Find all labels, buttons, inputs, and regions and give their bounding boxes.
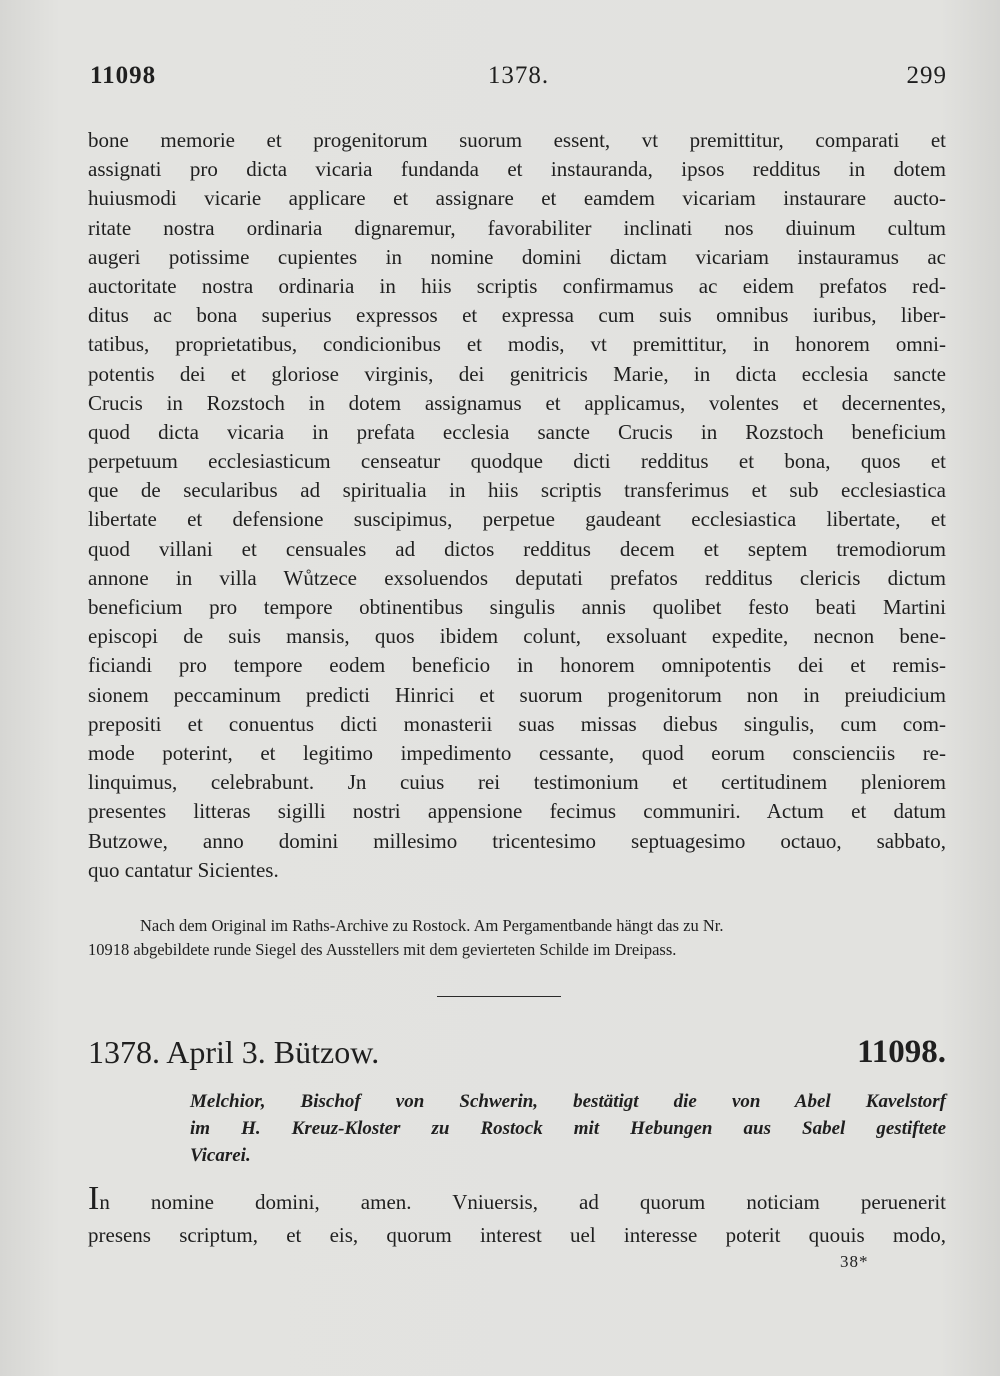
body-line: episcopi de suis mansis, quos ibidem colunt, exsoluant expedite, necnon bene- [88,624,946,649]
charter-text-line: presens scriptum, et eis, quorum interest uel interesse poterit quouis modo, [88,1223,946,1247]
section-divider [437,996,561,997]
note-line: 10918 abgebildete runde Siegel des Ausstellers mit dem gevierteten Schilde im Dreipass. [88,940,677,959]
body-line: ritate nostra ordinaria dignaremur, favorabiliter inclinati nos diuinum cultum [88,215,946,240]
body-line: beneficium pro tempore obtinentibus singulis annis quolibet festo beati Martini [88,595,946,619]
signature-mark: 38* [840,1252,869,1271]
charter-number: 11098. [857,1034,946,1070]
body-line: assignati pro dicta vicaria fundanda et instauranda, ipsos redditus in dotem [88,157,946,182]
charter-date-place: 1378. April 3. Bützow. [88,1034,380,1070]
page-number: 299 [906,62,947,89]
initial-letter: I [88,1180,100,1217]
body-line: libertate et defensione suscipimus, perpetue gaudeant ecclesiastica libertate, et [88,507,946,532]
note-line: Nach dem Original im Raths-Archive zu Rostock. Am Pergamentbande hängt das zu Nr. [140,916,724,935]
body-line: auctoritate nostra ordinaria in hiis scriptis confirmamus ac eidem prefatos red- [88,273,946,298]
body-line: prepositi et conuentus dicti monasterii suas missas diebus singulis, cum com- [88,711,946,736]
body-line: quo cantatur Sicientes. [88,857,279,882]
charter-summary [190,1088,946,1169]
body-line: ditus ac bona superius expressos et expressa cum suis omnibus iuribus, liber- [88,303,946,328]
body-line: quod dicta vicaria in prefata ecclesia sancte Crucis in Rozstoch beneficium [88,419,946,444]
summary-line: Vicarei. [190,1145,251,1166]
body-line: potentis dei et gloriose virginis, dei genitricis Marie, in dicta ecclesia sancte [88,361,946,386]
body-text [88,126,946,885]
charter-heading [88,1034,946,1078]
year-head: 1378. [487,62,550,89]
summary-line: Melchior, Bischof von Schwerin, bestätigt die von Abel Kavelstorf [190,1091,946,1112]
body-line: augeri potissime cupientes in nomine domini dictam vicariam instauramus ac [88,244,946,269]
body-line: presentes litteras sigilli nostri appensione fecimus communiri. Actum et datum [88,799,946,824]
charter-text [88,1180,946,1252]
body-line: Butzowe, anno domini millesimo tricentesimo septuagesimo octauo, sabbato, [88,828,946,853]
body-line: mode poterint, et legitimo impedimento cessante, quod eorum conscienciis re- [88,740,946,765]
body-line: ficiandi pro tempore eodem beneficio in honorem omnipotentis dei et remis- [88,653,946,678]
body-line: huiusmodi vicarie applicare et assignare et eamdem vicariam instaurare aucto- [88,186,946,211]
body-line: que de secularibus ad spiritualia in hiis scriptis transferimus et sub ecclesiastica [88,478,946,503]
body-line: Crucis in Rozstoch in dotem assignamus et applicamus, volentes et decernentes, [88,390,946,415]
body-line: linquimus, celebrabunt. Jn cuius rei testimonium et certitudinem pleniorem [88,770,946,795]
body-line: tatibus, proprietatibus, condicionibus et modis, vt premittitur, in honorem omni- [88,332,946,357]
body-line: perpetuum ecclesiasticum censeatur quodque dicti redditus et bona, quos et [88,449,946,474]
charter-text-line [88,1180,946,1219]
body-line: quod villani et censuales ad dictos redditus decem et septem tremodiorum [88,536,946,561]
body-line: bone memorie et progenitorum suorum essent, vt premittitur, comparati et [88,128,946,152]
charter-number-head: 11098 [90,62,157,89]
charter-text-line-rest: n nomine domini, amen. Vniuersis, ad quorum noticiam peruenerit [99,1190,946,1214]
running-head [90,62,947,96]
body-line: sionem peccaminum predicti Hinrici et suorum progenitorum non in preiudicium [88,682,946,707]
source-note [88,914,946,962]
summary-line: im H. Kreuz-Kloster zu Rostock mit Hebungen aus Sabel gestiftete [190,1118,946,1139]
body-line: annone in villa Wůtzece exsoluendos deputati prefatos redditus clericis dictum [88,565,946,590]
